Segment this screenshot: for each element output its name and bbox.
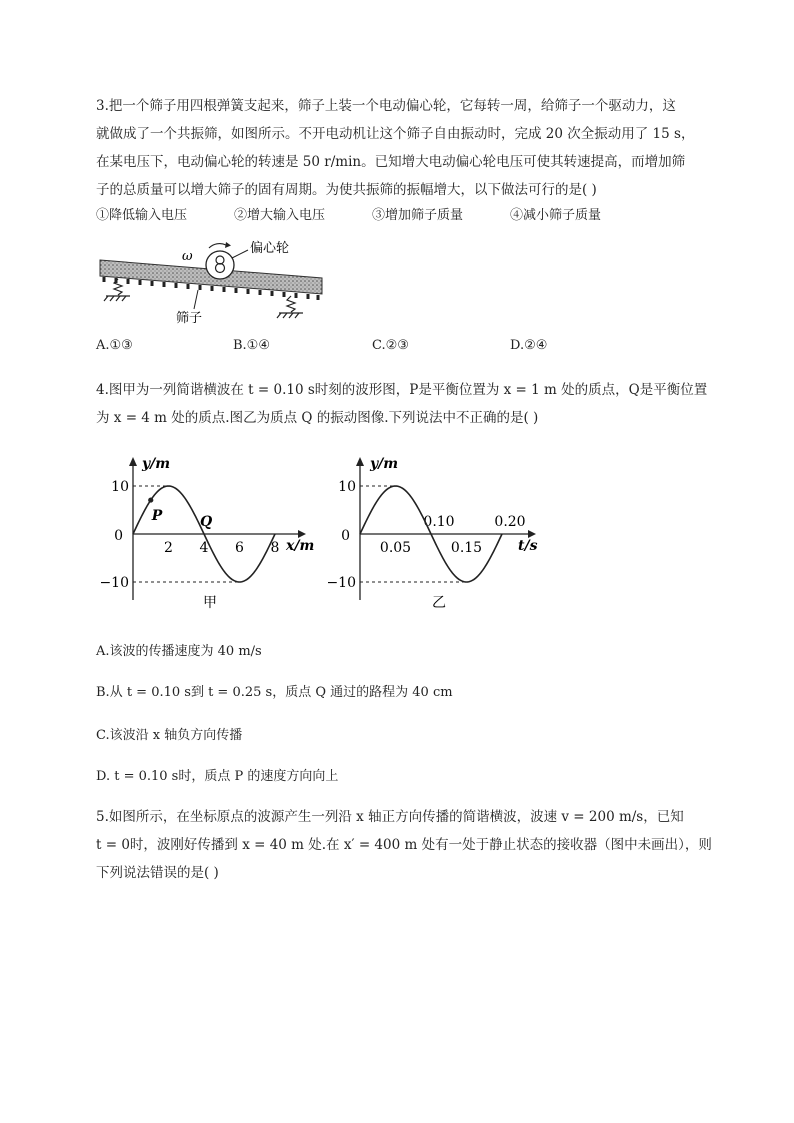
- yi-y-arrow-icon: [356, 457, 364, 466]
- omega-label: ω: [182, 249, 193, 264]
- jia-caption: 甲: [203, 595, 217, 611]
- rotation-arrow-icon: [209, 244, 226, 248]
- question-4-stem: [96, 376, 708, 432]
- yi-x-tick-0.05: 0.05: [379, 540, 412, 556]
- vibration-graph-yi: [326, 452, 545, 614]
- jia-y-tick-0: 0: [114, 528, 123, 544]
- q4-line-1: 4.图甲为一列简谐横波在 t = 0.10 s时刻的波形图，P是平衡位置为 x = 1 m 处的质点，Q是平衡位置: [96, 382, 708, 398]
- sieve-figure: [96, 236, 331, 332]
- question-5-stem: [96, 803, 712, 887]
- q5-line-1: 5.如图所示，在坐标原点的波源产生一列沿 x 轴正方向传播的简谐横波，波速 v = 200 m/s，已知: [96, 809, 684, 825]
- jia-x-tick-4: 4: [199, 540, 209, 556]
- wave-graph-jia: [99, 452, 323, 614]
- jia-x-arrow-icon: [298, 530, 306, 538]
- yi-y-tick-minus-10: −10: [326, 575, 356, 591]
- yi-caption: 乙: [432, 595, 446, 611]
- q3-line-2: 就做成了一个共振筛，如图所示。不开电动机让这个筛子自由振动时，完成 20 次全振动用了 15 s，: [96, 126, 695, 142]
- yi-y-tick-10: 10: [338, 479, 356, 495]
- point-q-label: Q: [200, 514, 213, 530]
- q3-item-2: ②增大输入电压: [234, 208, 326, 223]
- yi-y-tick-0: 0: [341, 528, 350, 544]
- q3-item-4: ④减小筛子质量: [510, 208, 602, 223]
- sieve-label: 筛子: [176, 311, 203, 326]
- q3-line-1: 3.把一个筛子用四根弹簧支起来，筛子上装一个电动偏心轮，它每转一周，给筛子一个驱动力，这: [96, 98, 676, 114]
- yi-x-tick-0.15: 0.15: [450, 540, 483, 556]
- jia-y-tick-10: 10: [111, 479, 129, 495]
- jia-x-tick-8: 8: [270, 540, 280, 556]
- jia-y-label: y/m: [142, 456, 171, 472]
- jia-y-arrow-icon: [129, 457, 137, 466]
- q3-line-3: 在某电压下，电动偏心轮的转速是 50 r/min。已知增大电动偏心轮电压可使其转速提高，而增加筛: [96, 154, 686, 170]
- question-3-stem: [96, 92, 702, 204]
- q3-item-1: ①降低输入电压: [96, 208, 188, 223]
- jia-y-tick-minus-10: −10: [99, 575, 129, 591]
- q4-option-d[interactable]: D. t = 0.10 s时，质点 P 的速度方向向上: [96, 769, 339, 784]
- yi-x-tick-0.20: 0.20: [494, 514, 526, 530]
- q3-answer-b[interactable]: B.①④: [233, 338, 270, 353]
- q4-option-b[interactable]: B.从 t = 0.10 s到 t = 0.25 s，质点 Q 通过的路程为 40 cm: [96, 685, 453, 700]
- yi-x-arrow-icon: [528, 530, 536, 538]
- q5-line-3: 下列说法错误的是( ): [96, 865, 219, 881]
- wheel-label: 偏心轮: [250, 241, 290, 256]
- q3-answer-d[interactable]: D.②④: [510, 338, 548, 353]
- q5-line-2: t = 0时，波刚好传播到 x = 40 m 处.在 x′ = 400 m 处有一处于静止状态的接收器（图中未画出），则: [96, 837, 712, 853]
- eccentric-wheel: [206, 251, 234, 279]
- q3-items: [96, 204, 696, 226]
- point-p-label: P: [151, 508, 163, 525]
- yi-x-tick-0.10: 0.10: [423, 514, 455, 530]
- spring-right: [277, 296, 303, 318]
- yi-y-label: y/m: [370, 456, 399, 472]
- q3-answer-c[interactable]: C.②③: [372, 338, 409, 353]
- q4-option-a[interactable]: A.该波的传播速度为 40 m/s: [96, 644, 262, 659]
- point-p: [148, 497, 153, 502]
- q4-line-2: 为 x = 4 m 处的质点.图乙为质点 Q 的振动图像.下列说法中不正确的是( ): [96, 410, 539, 426]
- yi-x-label: t/s: [518, 538, 538, 554]
- q3-item-3: ③增加筛子质量: [372, 208, 464, 223]
- jia-x-tick-6: 6: [235, 540, 244, 556]
- q3-line-4: 子的总质量可以增大筛子的固有周期。为使共振筛的振幅增大，以下做法可行的是( ): [96, 182, 597, 198]
- jia-x-tick-2: 2: [164, 540, 173, 556]
- q3-answer-a[interactable]: A.①③: [96, 338, 133, 353]
- q4-option-c[interactable]: C.该波沿 x 轴负方向传播: [96, 728, 243, 743]
- jia-x-label: x/m: [286, 538, 315, 554]
